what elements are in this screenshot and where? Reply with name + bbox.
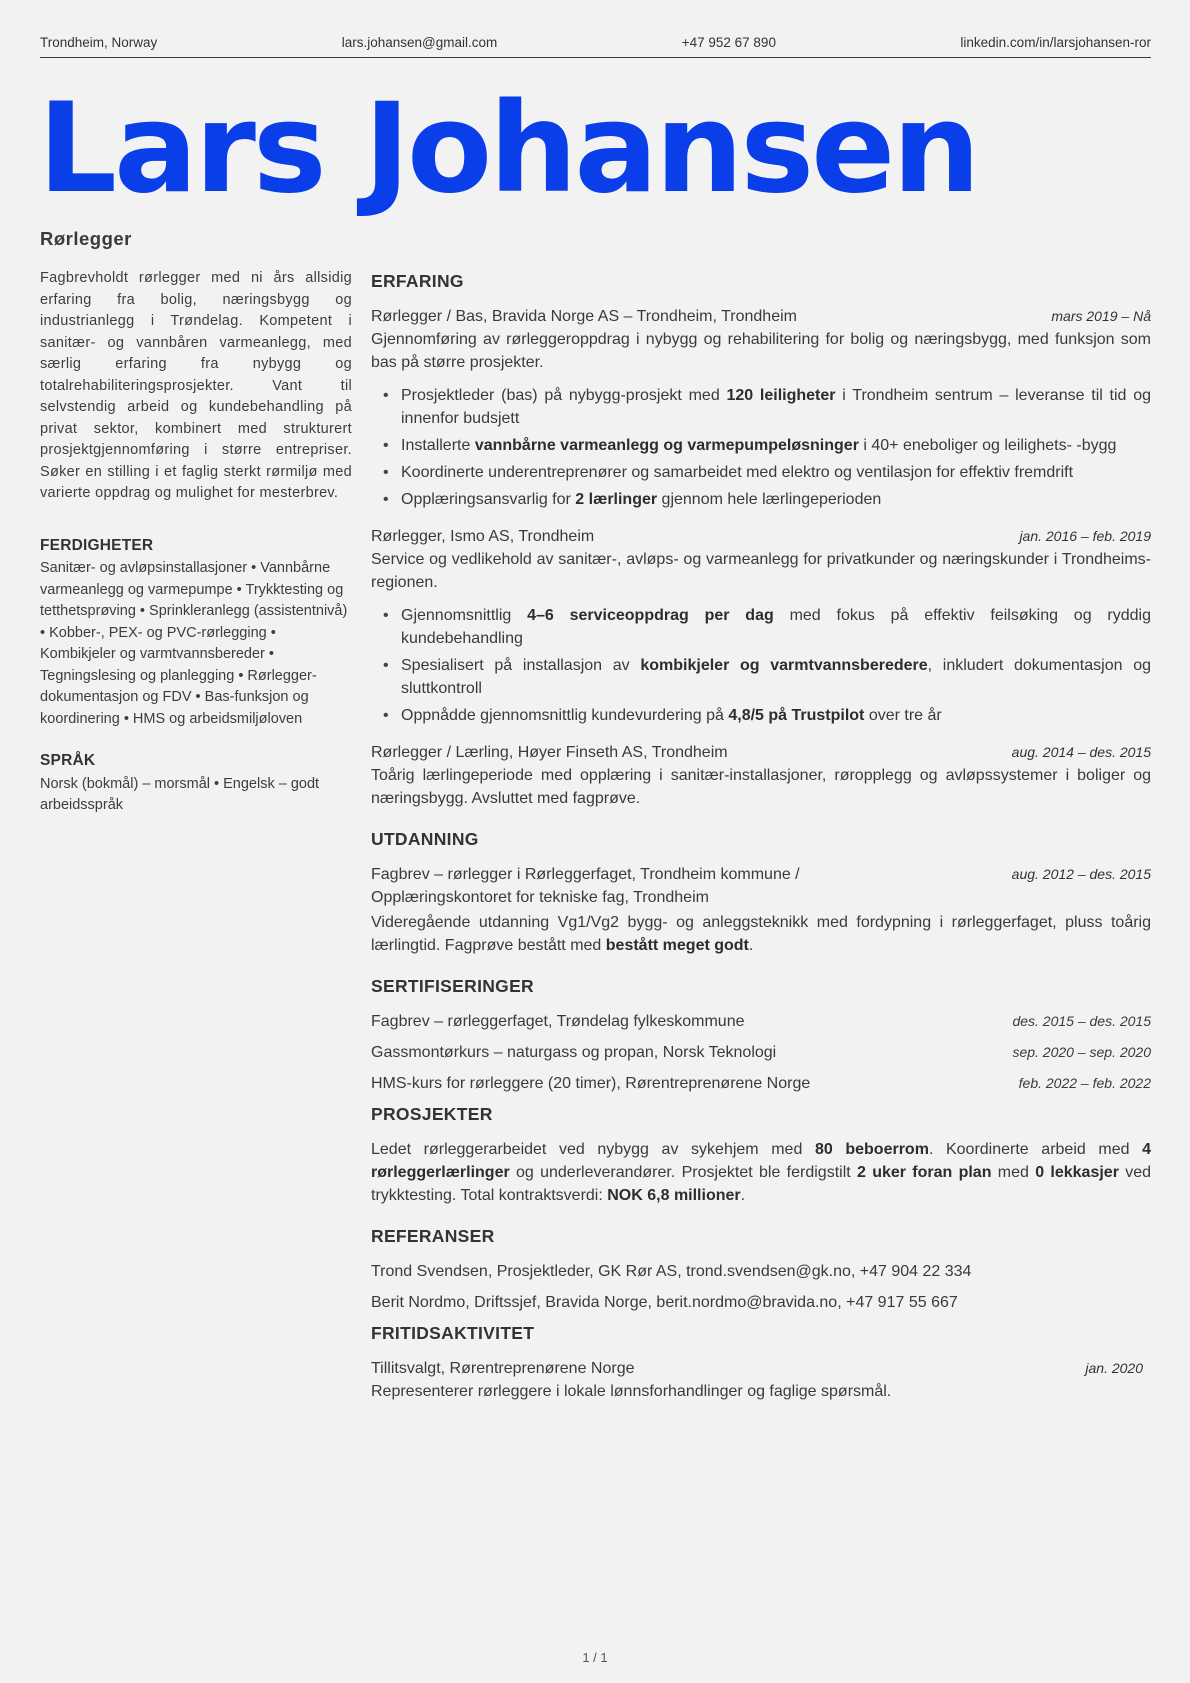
bullet-item: • Opplæringsansvarlig for 2 lærlinger gjennom hele lærlingeperioden xyxy=(383,488,1151,511)
certifications-section xyxy=(371,975,1151,1095)
right-column xyxy=(371,270,1151,1421)
activities-heading: FRITIDSAKTIVITET xyxy=(371,1323,535,1343)
job-date: aug. 2014 – des. 2015 xyxy=(1011,744,1151,760)
cert-item: HMS-kurs for rørleggere (20 timer), Rørentreprenørene Norge feb. 2022 – feb. 2022 xyxy=(371,1075,1151,1092)
bullet-item: • Gjennomsnittlig 4–6 serviceoppdrag per dag med fokus på effektiv feilsøking og ryddig kundebehandling xyxy=(383,604,1151,650)
experience-section xyxy=(371,270,1151,810)
left-column xyxy=(40,268,352,817)
projects-section xyxy=(371,1103,1151,1207)
candidate-name: Lars Johansen xyxy=(38,77,978,221)
page-number: 1 / 1 xyxy=(582,1650,608,1665)
languages-heading: SPRÅK xyxy=(40,752,96,769)
job-description: Service og vedlikehold av sanitær-, avløps- og varmeanlegg for privatkunder og næringskunder i Trondheims-regionen. xyxy=(371,551,1151,591)
job-title: Rørlegger / Lærling, Høyer Finseth AS, Trondheim xyxy=(371,744,728,761)
education-description: Videregående utdanning Vg1/Vg2 bygg- og anleggsteknikk med fordypning i rørleggerfaget, pluss toårig lærlingtid. Fagprøve bestått med bestått meget godt. xyxy=(371,914,1151,954)
references-heading: REFERANSER xyxy=(371,1226,495,1246)
contact-location: Trondheim, Norway xyxy=(40,35,158,50)
languages-text: Norsk (bokmål) – morsmål • Engelsk – godt arbeidsspråk xyxy=(40,775,320,813)
cert-item: Fagbrev – rørleggerfaget, Trøndelag fylkeskommune des. 2015 – des. 2015 xyxy=(371,1013,1151,1030)
activity-description: Representerer rørleggere i lokale lønnsforhandlinger og faglige spørsmål. xyxy=(371,1383,892,1400)
reference-item: Trond Svendsen, Prosjektleder, GK Rør AS, trond.svendsen@gk.no, +47 904 22 334 xyxy=(371,1263,972,1280)
skills-text: Sanitær- og avløpsinstallasjoner • Vannbårne varmeanlegg og varmepumpe • Trykktesting og tetthetsprøving • Sprinkleranlegg (assistentnivå) • Kobber-, PEX- og PVC-rørlegging • Kombikjeler og varmtvannsbereder • Tegningslesing og planlegging • Rørlegger-dokumentasjon og FDV • Bas-funksjon og koordinering • HMS og arbeidsmiljøloven xyxy=(40,560,348,727)
education-date: aug. 2012 – des. 2015 xyxy=(1011,866,1151,882)
activity-date: jan. 2020 xyxy=(1085,1360,1143,1376)
job-title: Rørlegger / Bas, Bravida Norge AS – Trondheim, Trondheim xyxy=(371,308,797,325)
job-title: Rørlegger, Ismo AS, Trondheim xyxy=(371,528,595,545)
activity-title: Tillitsvalgt, Rørentreprenørene Norge xyxy=(371,1360,635,1377)
job-bullets xyxy=(383,384,1151,511)
summary: Fagbrevholdt rørlegger med ni års allsidig erfaring fra bolig, næringsbygg og industrianlegg i Trøndelag. Kompetent i sanitær- og vannbåren varmeanlegg, med særlig erfaring fra nybygg og totalrehabiliteringsprosjekter. Vant til selvstendig arbeid og kundebehandling på privat sektor, kombinert med strukturert prosjektgjennomføring i større entrepriser. Søker en stilling i et faglig sterkt rørmiljø med varierte oppdrag og mulighet for mesterbrev. xyxy=(40,270,352,501)
bullet-item: • Prosjektleder (bas) på nybygg-prosjekt med 120 leiligheter i Trondheim sentrum – leveranse til tid og innenfor budsjett xyxy=(383,384,1151,430)
bullet-item: • Oppnådde gjennomsnittlig kundevurdering på 4,8/5 på Trustpilot over tre år xyxy=(383,704,1151,727)
contact-email[interactable]: lars.johansen@gmail.com xyxy=(341,35,498,50)
reference-item: Berit Nordmo, Driftssjef, Bravida Norge, berit.nordmo@bravida.no, +47 917 55 667 xyxy=(371,1294,958,1311)
contact-linkedin[interactable]: linkedin.com/in/larsjohansen-ror xyxy=(960,35,1151,50)
projects-description: Ledet rørleggerarbeidet ved nybygg av sykehjem med 80 beboerrom. Koordinerte arbeid med 4 rørleggerlærlinger og underleverandører. Prosjektet ble ferdigstilt 2 uker foran plan med 0 lekkasjer ved trykktesting. Total kontraktsverdi: NOK 6,8 millioner. xyxy=(371,1141,1152,1204)
job-description: Toårig lærlingeperiode med opplæring i sanitær-installasjoner, røropplegg og avløpssystemer i boliger og næringsbygg. Avsluttet med fagprøve. xyxy=(371,767,1151,807)
bullet-item: • Installerte vannbårne varmeanlegg og varmepumpeløsninger i 40+ eneboliger og leilighets- -bygg xyxy=(383,434,1151,457)
education-heading: UTDANNING xyxy=(371,829,479,849)
contact-phone[interactable]: +47 952 67 890 xyxy=(681,35,776,50)
bullet-item: • Koordinerte underentreprenører og samarbeidet med elektro og ventilasjon for effektiv fremdrift xyxy=(383,461,1151,484)
education-title: Fagbrev – rørlegger i Rørleggerfaget, Trondheim kommune / Opplæringskontoret for tekniske fag, Trondheim xyxy=(371,866,800,906)
job-entry xyxy=(371,305,1151,511)
job-bullets xyxy=(383,604,1151,727)
bullet-item: • Spesialisert på installasjon av kombikjeler og varmtvannsberedere, inkludert dokumentasjon og sluttkontroll xyxy=(383,654,1151,700)
references-section xyxy=(371,1225,1151,1314)
projects-heading: PROSJEKTER xyxy=(371,1104,493,1124)
cert-item: Gassmontørkurs – naturgass og propan, Norsk Teknologi sep. 2020 – sep. 2020 xyxy=(371,1044,1151,1061)
skills-heading: FERDIGHETER xyxy=(40,536,154,554)
education-section xyxy=(371,828,1151,957)
job-entry xyxy=(371,525,1151,727)
job-date: mars 2019 – Nå xyxy=(1051,308,1151,324)
experience-heading: ERFARING xyxy=(371,271,464,291)
certifications-heading: SERTIFISERINGER xyxy=(371,976,534,996)
job-entry xyxy=(371,741,1151,810)
job-description: Gjennomføring av rørleggeroppdrag i nybygg og rehabilitering for bolig og næringsbygg, med funksjon som bas på større prosjekter. xyxy=(371,331,1151,371)
activities-section xyxy=(371,1322,1151,1403)
contact-bar xyxy=(40,30,1151,58)
job-title: Rørlegger xyxy=(40,228,132,249)
job-date: jan. 2016 – feb. 2019 xyxy=(1019,528,1151,544)
